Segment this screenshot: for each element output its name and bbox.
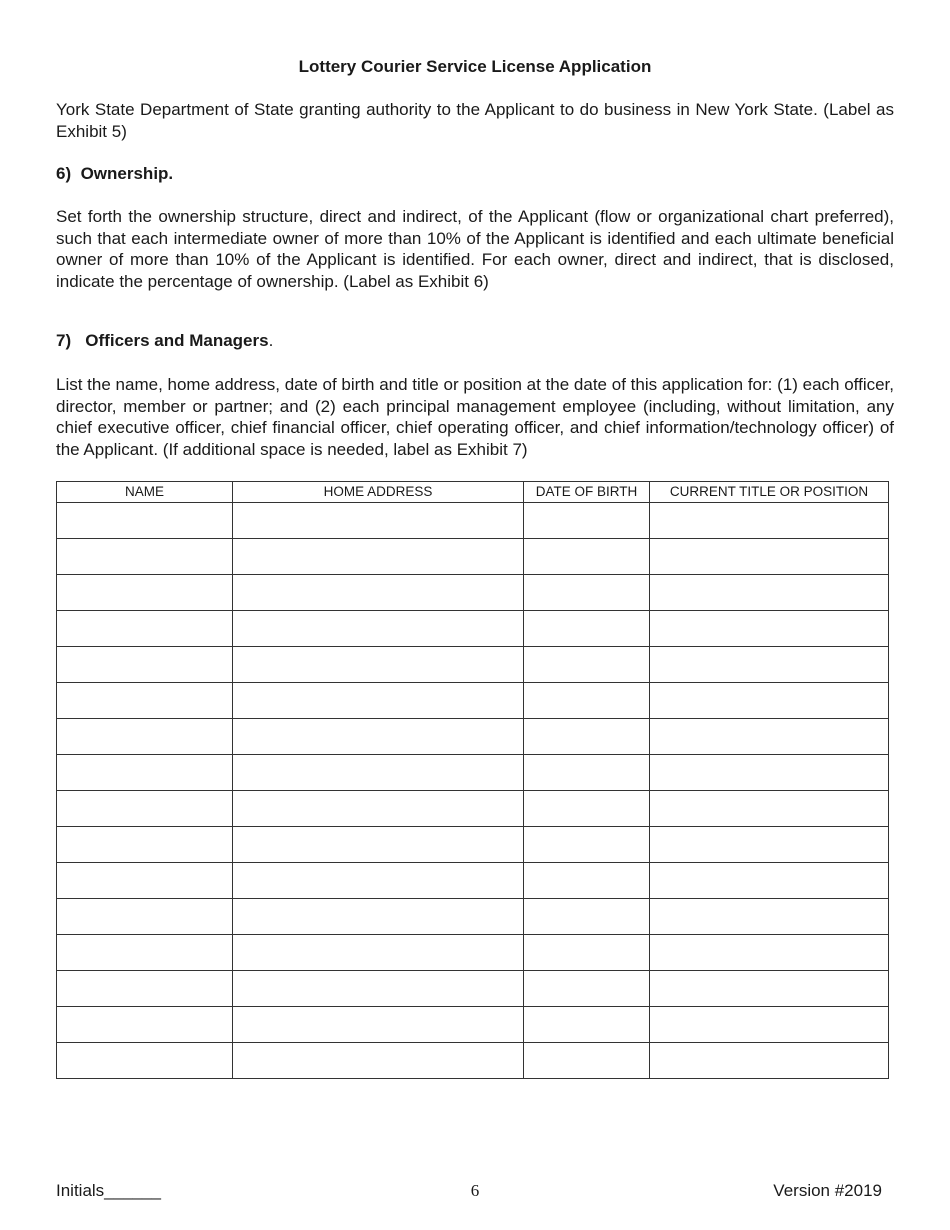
table-row bbox=[57, 827, 889, 863]
date-of-birth-cell[interactable] bbox=[524, 899, 650, 935]
current-title-cell[interactable] bbox=[650, 1043, 889, 1079]
version-label: Version #2019 bbox=[773, 1181, 882, 1200]
home-address-cell[interactable] bbox=[233, 683, 524, 719]
name-cell[interactable] bbox=[57, 863, 233, 899]
date-of-birth-cell[interactable] bbox=[524, 1043, 650, 1079]
name-cell[interactable] bbox=[57, 899, 233, 935]
date-of-birth-cell[interactable] bbox=[524, 827, 650, 863]
date-of-birth-cell[interactable] bbox=[524, 611, 650, 647]
table-row bbox=[57, 899, 889, 935]
table-row bbox=[57, 611, 889, 647]
initials-line: Initials______ bbox=[56, 1181, 161, 1200]
section-7-heading bbox=[56, 330, 273, 352]
home-address-cell[interactable] bbox=[233, 755, 524, 791]
name-cell[interactable] bbox=[57, 1043, 233, 1079]
date-of-birth-cell[interactable] bbox=[524, 719, 650, 755]
table-row bbox=[57, 575, 889, 611]
table-row bbox=[57, 719, 889, 755]
date-of-birth-cell[interactable] bbox=[524, 971, 650, 1007]
name-cell[interactable] bbox=[57, 1007, 233, 1043]
date-of-birth-cell[interactable] bbox=[524, 647, 650, 683]
date-of-birth-cell[interactable] bbox=[524, 683, 650, 719]
column-header-date-of-birth: DATE OF BIRTH bbox=[524, 482, 650, 503]
document-title: Lottery Courier Service License Application bbox=[298, 57, 652, 76]
name-cell[interactable] bbox=[57, 971, 233, 1007]
date-of-birth-cell[interactable] bbox=[524, 539, 650, 575]
date-of-birth-cell[interactable] bbox=[524, 755, 650, 791]
table-row bbox=[57, 539, 889, 575]
section-7-title: Officers and Managers bbox=[85, 331, 269, 350]
date-of-birth-cell[interactable] bbox=[524, 1007, 650, 1043]
current-title-cell[interactable] bbox=[650, 899, 889, 935]
current-title-cell[interactable] bbox=[650, 575, 889, 611]
officers-table bbox=[56, 481, 889, 1079]
name-cell[interactable] bbox=[57, 683, 233, 719]
table-row bbox=[57, 1043, 889, 1079]
home-address-cell[interactable] bbox=[233, 539, 524, 575]
name-cell[interactable] bbox=[57, 935, 233, 971]
date-of-birth-cell[interactable] bbox=[524, 791, 650, 827]
column-header-current-title: CURRENT TITLE OR POSITION bbox=[650, 482, 889, 503]
current-title-cell[interactable] bbox=[650, 647, 889, 683]
section-7-body: List the name, home address, date of birth and title or position at the date of this application for: (1) each officer, director, member or partner; and (2) each principal management employee (including, without limitation, any chief executive officer, chief financial officer, chief operating officer, and chief information/technology officer) of the Applicant. (If additional space is needed, label as Exhibit 7) bbox=[56, 375, 894, 459]
current-title-cell[interactable] bbox=[650, 503, 889, 539]
section-6-heading bbox=[56, 163, 173, 185]
table-row bbox=[57, 863, 889, 899]
table-row bbox=[57, 683, 889, 719]
column-header-name: NAME bbox=[57, 482, 233, 503]
current-title-cell[interactable] bbox=[650, 539, 889, 575]
current-title-cell[interactable] bbox=[650, 827, 889, 863]
section-6-body: Set forth the ownership structure, direct and indirect, of the Applicant (flow or organizational chart preferred), such that each intermediate owner of more than 10% of the Applicant is identified and each ultimate beneficial owner of more than 10% of the Applicant is identified. For each owner, direct and indirect, that is disclosed, indicate the percentage of ownership. (Label as Exhibit 6) bbox=[56, 207, 894, 291]
current-title-cell[interactable] bbox=[650, 863, 889, 899]
table-row bbox=[57, 1007, 889, 1043]
section-6-number: 6) bbox=[56, 164, 72, 183]
home-address-cell[interactable] bbox=[233, 719, 524, 755]
current-title-cell[interactable] bbox=[650, 611, 889, 647]
home-address-cell[interactable] bbox=[233, 971, 524, 1007]
home-address-cell[interactable] bbox=[233, 1043, 524, 1079]
exhibit5-continued-text: York State Department of State granting authority to the Applicant to do business in New York State. (Label as Exhibit 5) bbox=[56, 100, 894, 141]
home-address-cell[interactable] bbox=[233, 611, 524, 647]
table-row bbox=[57, 755, 889, 791]
section-7-number: 7) bbox=[56, 331, 72, 350]
table-row bbox=[57, 647, 889, 683]
table-row bbox=[57, 971, 889, 1007]
name-cell[interactable] bbox=[57, 575, 233, 611]
home-address-cell[interactable] bbox=[233, 827, 524, 863]
name-cell[interactable] bbox=[57, 791, 233, 827]
table-row bbox=[57, 791, 889, 827]
current-title-cell[interactable] bbox=[650, 1007, 889, 1043]
home-address-cell[interactable] bbox=[233, 1007, 524, 1043]
home-address-cell[interactable] bbox=[233, 863, 524, 899]
current-title-cell[interactable] bbox=[650, 683, 889, 719]
current-title-cell[interactable] bbox=[650, 719, 889, 755]
date-of-birth-cell[interactable] bbox=[524, 575, 650, 611]
table-row bbox=[57, 935, 889, 971]
date-of-birth-cell[interactable] bbox=[524, 863, 650, 899]
date-of-birth-cell[interactable] bbox=[524, 503, 650, 539]
officers-table-body bbox=[57, 503, 889, 1079]
home-address-cell[interactable] bbox=[233, 575, 524, 611]
current-title-cell[interactable] bbox=[650, 755, 889, 791]
home-address-cell[interactable] bbox=[233, 647, 524, 683]
current-title-cell[interactable] bbox=[650, 971, 889, 1007]
name-cell[interactable] bbox=[57, 827, 233, 863]
name-cell[interactable] bbox=[57, 611, 233, 647]
column-header-home-address: HOME ADDRESS bbox=[233, 482, 524, 503]
home-address-cell[interactable] bbox=[233, 791, 524, 827]
name-cell[interactable] bbox=[57, 539, 233, 575]
name-cell[interactable] bbox=[57, 503, 233, 539]
current-title-cell[interactable] bbox=[650, 935, 889, 971]
table-row bbox=[57, 503, 889, 539]
section-7-title-period: . bbox=[268, 331, 274, 350]
section-6-title: Ownership. bbox=[80, 164, 174, 183]
home-address-cell[interactable] bbox=[233, 503, 524, 539]
name-cell[interactable] bbox=[57, 719, 233, 755]
name-cell[interactable] bbox=[57, 755, 233, 791]
officers-table-header-row bbox=[57, 482, 889, 503]
name-cell[interactable] bbox=[57, 647, 233, 683]
page-number: 6 bbox=[470, 1181, 480, 1200]
current-title-cell[interactable] bbox=[650, 791, 889, 827]
home-address-cell[interactable] bbox=[233, 899, 524, 935]
date-of-birth-cell[interactable] bbox=[524, 935, 650, 971]
home-address-cell[interactable] bbox=[233, 935, 524, 971]
